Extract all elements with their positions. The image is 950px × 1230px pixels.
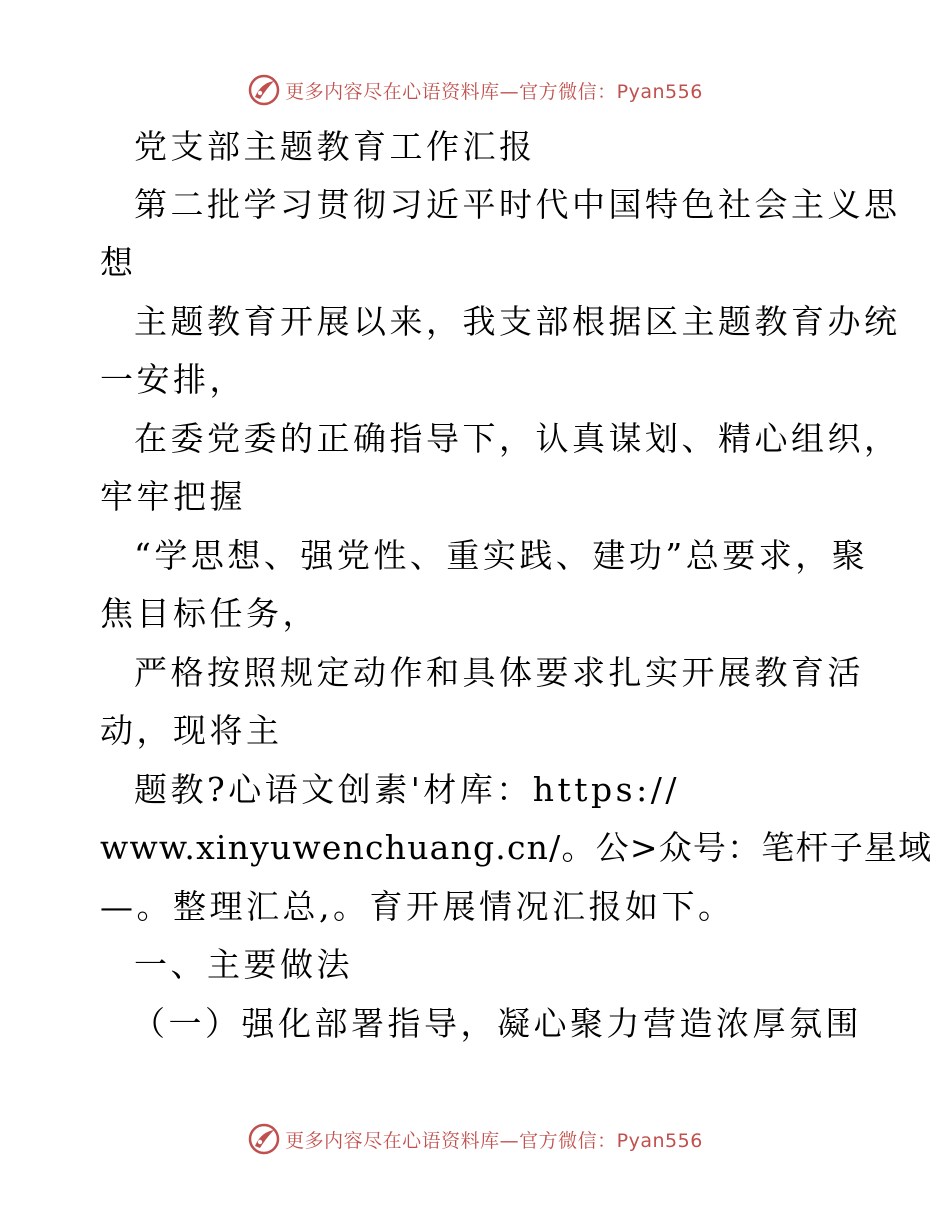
paragraph-line: “学思想、强党性、重实践、建功”总要求，聚 (134, 536, 869, 575)
paragraph-line: 在委党委的正确指导下，认真谋划、精心组织， (134, 419, 901, 458)
paragraph-line: 题教?心语文创素'材库：https:// (134, 770, 680, 809)
watermark-text: 更多内容尽在心语资料库—官方微信：Pyan556 (285, 80, 703, 103)
paragraph-line: 焦目标任务， (100, 594, 319, 633)
paragraph-line: 想 (100, 243, 137, 282)
paragraph-line: 动，现将主 (100, 711, 283, 750)
subsection-heading: （一）强化部署指导，凝心聚力营造浓厚氛围 (132, 1004, 862, 1043)
paragraph-line: 主题教育开展以来，我支部根据区主题教育办统 (134, 302, 901, 341)
watermark-text: 更多内容尽在心语资料库—官方微信：Pyan556 (285, 1129, 703, 1152)
footer-watermark (0, 1119, 950, 1159)
paragraph-line: 第二批学习贯彻习近平时代中国特色社会主义思 (134, 185, 901, 224)
paragraph-line: —。整理汇总,。育开展情况汇报如下。 (100, 887, 735, 926)
doc-title: 党支部主题教育工作汇报 (134, 127, 536, 166)
paragraph-line: 一安排， (100, 360, 246, 399)
paragraph-line: www.xinyuwenchuang.cn/。公>众号：笔杆子星域 (100, 828, 933, 867)
brush-logo-icon (247, 1122, 281, 1156)
paragraph-line: 牢牢把握 (100, 477, 246, 516)
paragraph-line: 严格按照规定动作和具体要求扎实开展教育活 (134, 653, 864, 692)
section-heading: 一、主要做法 (134, 945, 353, 984)
